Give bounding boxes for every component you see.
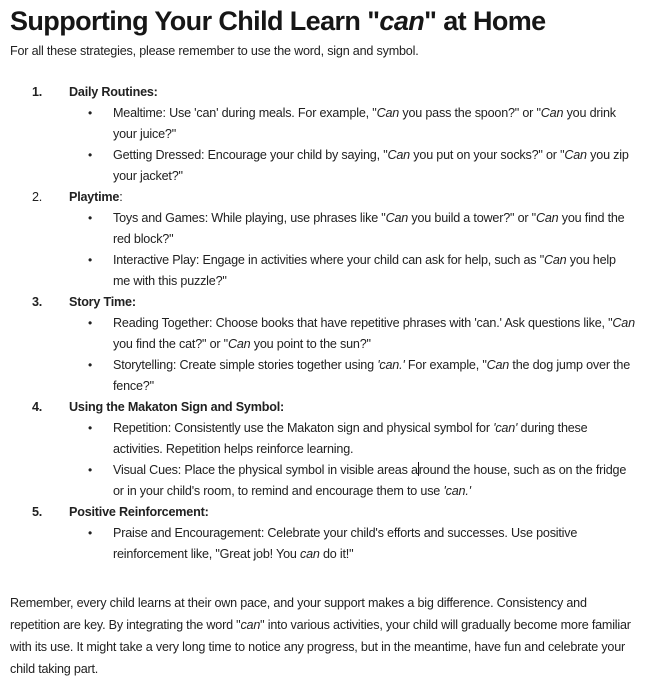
bullet-text[interactable]: Toys and Games: While playing, use phrases like "Can you build a tower?" or "Can you find the red block?" — [113, 211, 625, 246]
section-heading[interactable]: Playtime: — [69, 190, 123, 204]
list-item-playtime — [10, 187, 637, 292]
bullet-text[interactable]: Storytelling: Create simple stories together using 'can.' For example, "Can the dog jump over the fence?" — [113, 358, 631, 393]
bullet-marker: • — [88, 463, 93, 477]
bullet-marker: • — [88, 316, 93, 330]
intro-paragraph[interactable]: For all these strategies, please remember to use the word, sign and symbol. — [10, 44, 419, 58]
bullet-item — [69, 250, 637, 292]
section-heading[interactable]: Using the Makaton Sign and Symbol: — [69, 400, 285, 414]
bullet-marker: • — [88, 106, 93, 120]
list-item-story-time — [10, 292, 637, 397]
list-number: 5. — [32, 505, 43, 519]
bullet-item — [69, 523, 637, 565]
bullet-marker: • — [88, 526, 93, 540]
bullet-text[interactable]: Praise and Encouragement: Celebrate your child's efforts and successes. Use positive reinforcement like, "Great job! You can do it!" — [113, 526, 578, 561]
bullet-item — [69, 208, 637, 250]
list-number: 4. — [32, 400, 43, 414]
bullet-text[interactable]: Getting Dressed: Encourage your child by saying, "Can you put on your socks?" or "Can you zip your jacket?" — [113, 148, 629, 183]
bullet-text[interactable]: Repetition: Consistently use the Makaton sign and physical symbol for 'can' during these activities. Repetition helps reinforce learning. — [113, 421, 588, 456]
bullet-item — [69, 355, 637, 397]
bullet-item — [69, 460, 637, 502]
bullet-item — [69, 103, 637, 145]
bullet-marker: • — [88, 211, 93, 225]
bullet-marker: • — [88, 253, 93, 267]
bullet-item — [69, 313, 637, 355]
section-heading[interactable]: Positive Reinforcement: — [69, 505, 209, 519]
bullet-text[interactable]: Mealtime: Use 'can' during meals. For example, "Can you pass the spoon?" or "Can you drink your juice?" — [113, 106, 616, 141]
section-heading[interactable]: Story Time: — [69, 295, 136, 309]
list-item-daily-routines — [10, 82, 637, 187]
page-title[interactable]: Supporting Your Child Learn "can" at Home — [10, 6, 546, 36]
bullet-text[interactable]: Reading Together: Choose books that have repetitive phrases with 'can.' Ask questions like, "Can you find the cat?" or "Can you point to the sun?" — [113, 316, 635, 351]
bullet-marker: • — [88, 148, 93, 162]
closing-paragraph[interactable]: Remember, every child learns at their own pace, and your support makes a big difference. Consistency and repetition are key. By integrating the word "can" into various activities, your child will gradually become more familiar with its use. It might take a very long time to notice any progress, but in the meantime, have fun and celebrate your child taking part. — [10, 596, 631, 676]
bullet-text[interactable]: Visual Cues: Place the physical symbol in visible areas around the house, such as on the fridge or in your child's room, to remind and encourage them to use 'can.' — [113, 463, 627, 498]
list-number: 1. — [32, 85, 43, 99]
list-item-makaton-sign — [10, 397, 637, 502]
bullet-item — [69, 418, 637, 460]
strategies-numbered-list — [10, 82, 637, 565]
list-number: 2. — [32, 190, 43, 204]
list-item-positive-reinforcement — [10, 502, 637, 565]
bullet-marker: • — [88, 421, 93, 435]
bullet-item — [69, 145, 637, 187]
bullet-marker: • — [88, 358, 93, 372]
list-number: 3. — [32, 295, 43, 309]
bullet-text[interactable]: Interactive Play: Engage in activities where your child can ask for help, such as "Can you help me with this puzzle?" — [113, 253, 616, 288]
section-heading[interactable]: Daily Routines: — [69, 85, 158, 99]
